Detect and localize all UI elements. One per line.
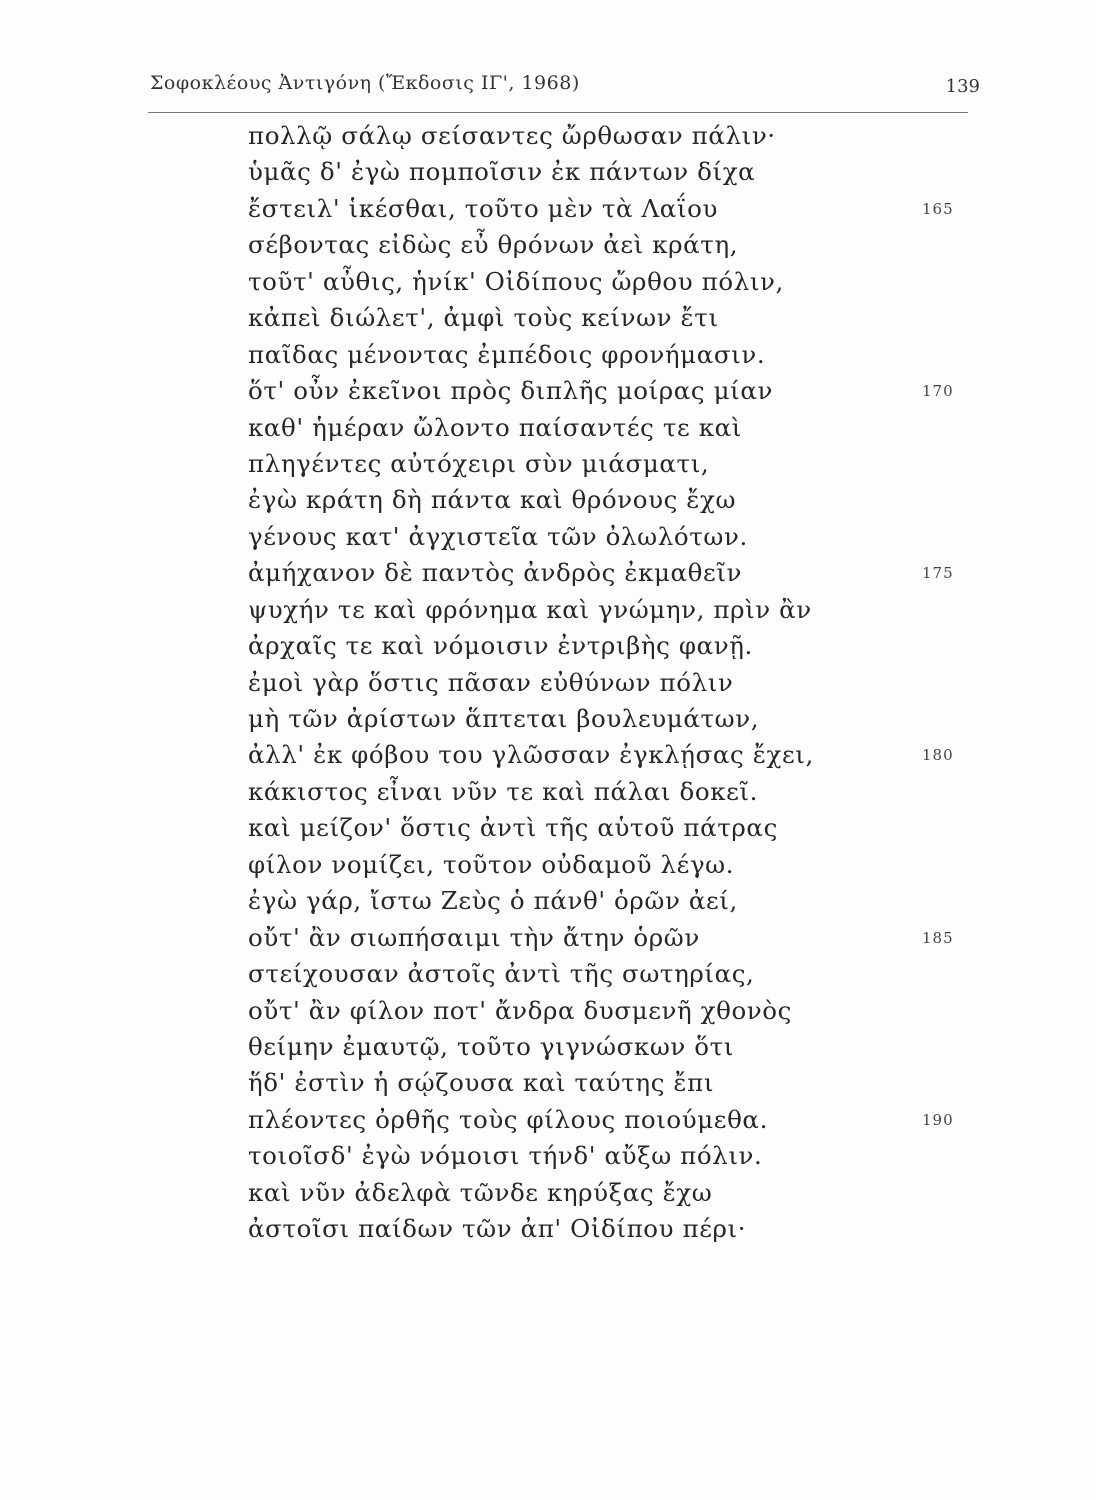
verse-text: ὑμᾶς δ' ἐγὼ πομποῖσιν ἐκ πάντων δίχα <box>248 157 756 187</box>
verse-block <box>248 118 978 1248</box>
verse-text: ἐμοὶ γὰρ ὅστις πᾶσαν εὐθύνων πόλιν <box>248 667 734 697</box>
verse-line <box>248 737 978 773</box>
verse-line <box>248 519 978 555</box>
verse-line <box>248 956 978 992</box>
verse-text: ψυχήν τε καὶ φρόνημα καὶ γνώμην, πρὶν ἂν <box>248 594 812 624</box>
verse-line <box>248 154 978 190</box>
verse-line <box>248 191 978 227</box>
page-number: 139 <box>945 76 980 97</box>
verse-line <box>248 118 978 154</box>
verse-text: θείμην ἐμαυτῷ, τοῦτο γιγνώσκων ὅτι <box>248 1031 735 1061</box>
verse-text: σέβοντας εἰδὼς εὖ θρόνων ἀεὶ κράτη, <box>248 230 739 260</box>
verse-line <box>248 701 978 737</box>
verse-text: ἀμήχανον δὲ παντὸς ἀνδρὸς ἐκμαθεῖν <box>248 558 743 588</box>
verse-text: πληγέντες αὐτόχειρι σὺν μιάσματι, <box>248 448 710 478</box>
verse-line <box>248 628 978 664</box>
line-number: 190 <box>922 1110 954 1129</box>
verse-text: στείχουσαν ἀστοῖς ἀντὶ τῆς σωτηρίας, <box>248 959 755 989</box>
header-rule <box>148 112 968 113</box>
verse-text: κἀπεὶ διώλετ', ἀμφὶ τοὺς κείνων ἔτι <box>248 303 719 333</box>
verse-line <box>248 1211 978 1247</box>
verse-line <box>248 1065 978 1101</box>
verse-line <box>248 264 978 300</box>
verse-text: γένους κατ' ἀγχιστεῖα τῶν ὀλωλότων. <box>248 521 748 551</box>
verse-text: ἀστοῖσι παίδων τῶν ἀπ' Οἰδίπου πέρι· <box>248 1214 747 1244</box>
verse-line <box>248 1029 978 1065</box>
verse-text: ἐγὼ κράτη δὴ πάντα καὶ θρόνους ἔχω <box>248 485 737 515</box>
verse-line <box>248 1102 978 1138</box>
verse-line <box>248 410 978 446</box>
verse-text: ἀλλ' ἐκ φόβου του γλῶσσαν ἐγκλῄσας ἔχει, <box>248 740 814 770</box>
verse-text: οὔτ' ἂν φίλον ποτ' ἄνδρα δυσμενῆ χθονὸς <box>248 995 792 1025</box>
verse-line <box>248 227 978 263</box>
verse-line <box>248 1175 978 1211</box>
verse-line <box>248 555 978 591</box>
verse-text: καθ' ἡμέραν ὤλοντο παίσαντές τε καὶ <box>248 412 742 442</box>
verse-line <box>248 993 978 1029</box>
line-number: 170 <box>922 382 954 401</box>
verse-text: τοῦτ' αὖθις, ἡνίκ' Οἰδίπους ὤρθου πόλιν, <box>248 266 784 296</box>
line-number: 175 <box>922 564 954 583</box>
page-header <box>150 70 980 114</box>
verse-line <box>248 810 978 846</box>
verse-text: ἥδ' ἐστὶν ἡ σῴζουσα καὶ ταύτης ἔπι <box>248 1068 715 1098</box>
verse-text: πολλῷ σάλῳ σείσαντες ὤρθωσαν πάλιν· <box>248 121 776 150</box>
verse-text: καὶ νῦν ἀδελφὰ τῶνδε κηρύξας ἔχω <box>248 1177 713 1207</box>
line-number: 165 <box>922 199 954 218</box>
verse-text: ἔστειλ' ἱκέσθαι, τοῦτο μὲν τὰ Λαΐου <box>248 193 719 223</box>
verse-text: ἐγὼ γάρ, ἴστω Ζεὺς ὁ πάνθ' ὁρῶν ἀεί, <box>248 886 738 916</box>
verse-line <box>248 300 978 336</box>
line-number: 180 <box>922 746 954 765</box>
verse-line <box>248 482 978 518</box>
verse-line <box>248 373 978 409</box>
verse-text: παῖδας μένοντας ἐμπέδοις φρονήμασιν. <box>248 339 766 369</box>
verse-line <box>248 774 978 810</box>
verse-text: πλέοντες ὀρθῆς τοὺς φίλους ποιούμεθα. <box>248 1104 768 1134</box>
verse-line <box>248 665 978 701</box>
verse-text: κάκιστος εἶναι νῦν τε καὶ πάλαι δοκεῖ. <box>248 776 759 806</box>
verse-text: καὶ μείζον' ὅστις ἀντὶ τῆς αὑτοῦ πάτρας <box>248 813 778 843</box>
verse-line <box>248 446 978 482</box>
verse-text: φίλον νομίζει, τοῦτον οὐδαμοῦ λέγω. <box>248 849 735 879</box>
verse-line <box>248 883 978 919</box>
verse-text: ὅτ' οὖν ἐκεῖνοι πρὸς διπλῆς μοίρας μίαν <box>248 376 773 406</box>
running-head: Σοφοκλέους Ἀντιγόνη (Ἔκδοσις ΙΓ', 1968) <box>150 72 580 94</box>
verse-line <box>248 847 978 883</box>
verse-text: μὴ τῶν ἀρίστων ἅπτεται βουλευμάτων, <box>248 704 760 733</box>
verse-line <box>248 1138 978 1174</box>
verse-line <box>248 337 978 373</box>
line-number: 185 <box>922 928 954 947</box>
verse-line <box>248 592 978 628</box>
verse-line <box>248 920 978 956</box>
verse-text: τοιοῖσδ' ἐγὼ νόμοισι τήνδ' αὔξω πόλιν. <box>248 1141 763 1171</box>
verse-text: ἀρχαῖς τε καὶ νόμοισιν ἐντριβὴς φανῇ. <box>248 631 753 661</box>
verse-text: οὔτ' ἂν σιωπήσαιμι τὴν ἄτην ὁρῶν <box>248 922 700 952</box>
